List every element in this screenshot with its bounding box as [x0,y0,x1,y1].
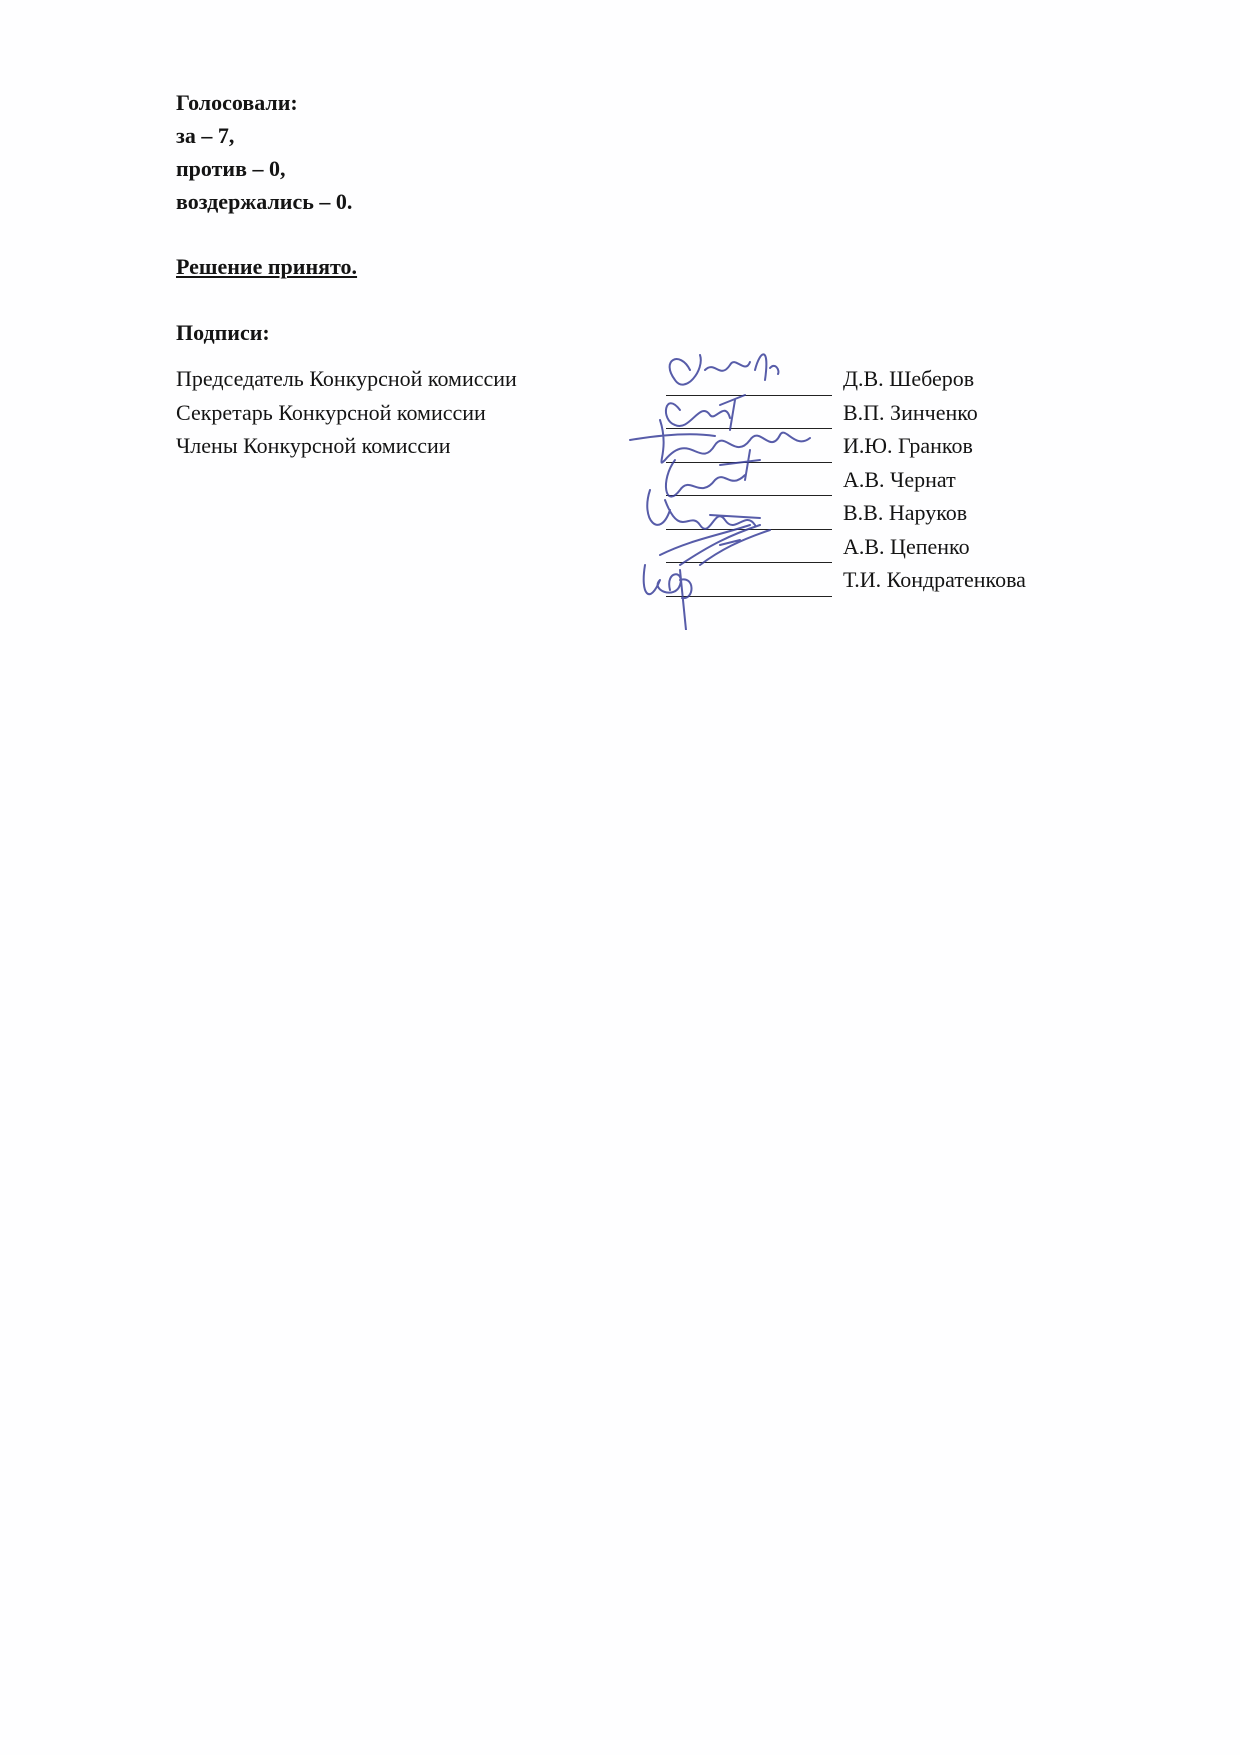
votes-against: против – 0, [176,156,286,181]
signature-lines [666,362,832,597]
signature-line [666,563,832,597]
member-name: И.Ю. Гранков [843,433,973,458]
member-name: А.В. Чернат [843,466,956,492]
roles-list [176,362,517,463]
member-name: В.В. Наруков [843,500,968,525]
role-members: Члены Конкурсной комиссии [176,433,451,458]
votes-abstained: воздержались – 0. [176,189,353,214]
signature-line [666,530,832,564]
decision-text: Решение принято. [176,254,358,279]
signature-line [666,362,832,396]
member-name: Т.И. Кондратенкова [843,567,1026,592]
voting-block [176,86,352,218]
signature-line [666,396,832,430]
role-chairman: Председатель Конкурсной комиссии [176,366,517,391]
member-name: В.П. Зинченко [843,399,978,425]
role-secretary: Секретарь Конкурсной комиссии [176,399,486,425]
signature-line [666,429,832,463]
signature-line [666,496,832,530]
signatures-title: Подписи: [176,320,270,345]
voting-title: Голосовали: [176,90,298,115]
member-name: Д.В. Шеберов [843,366,975,391]
signature-line [666,463,832,497]
member-name: А.В. Цепенко [843,533,970,559]
votes-for: за – 7, [176,123,235,148]
names-list [843,362,1026,597]
